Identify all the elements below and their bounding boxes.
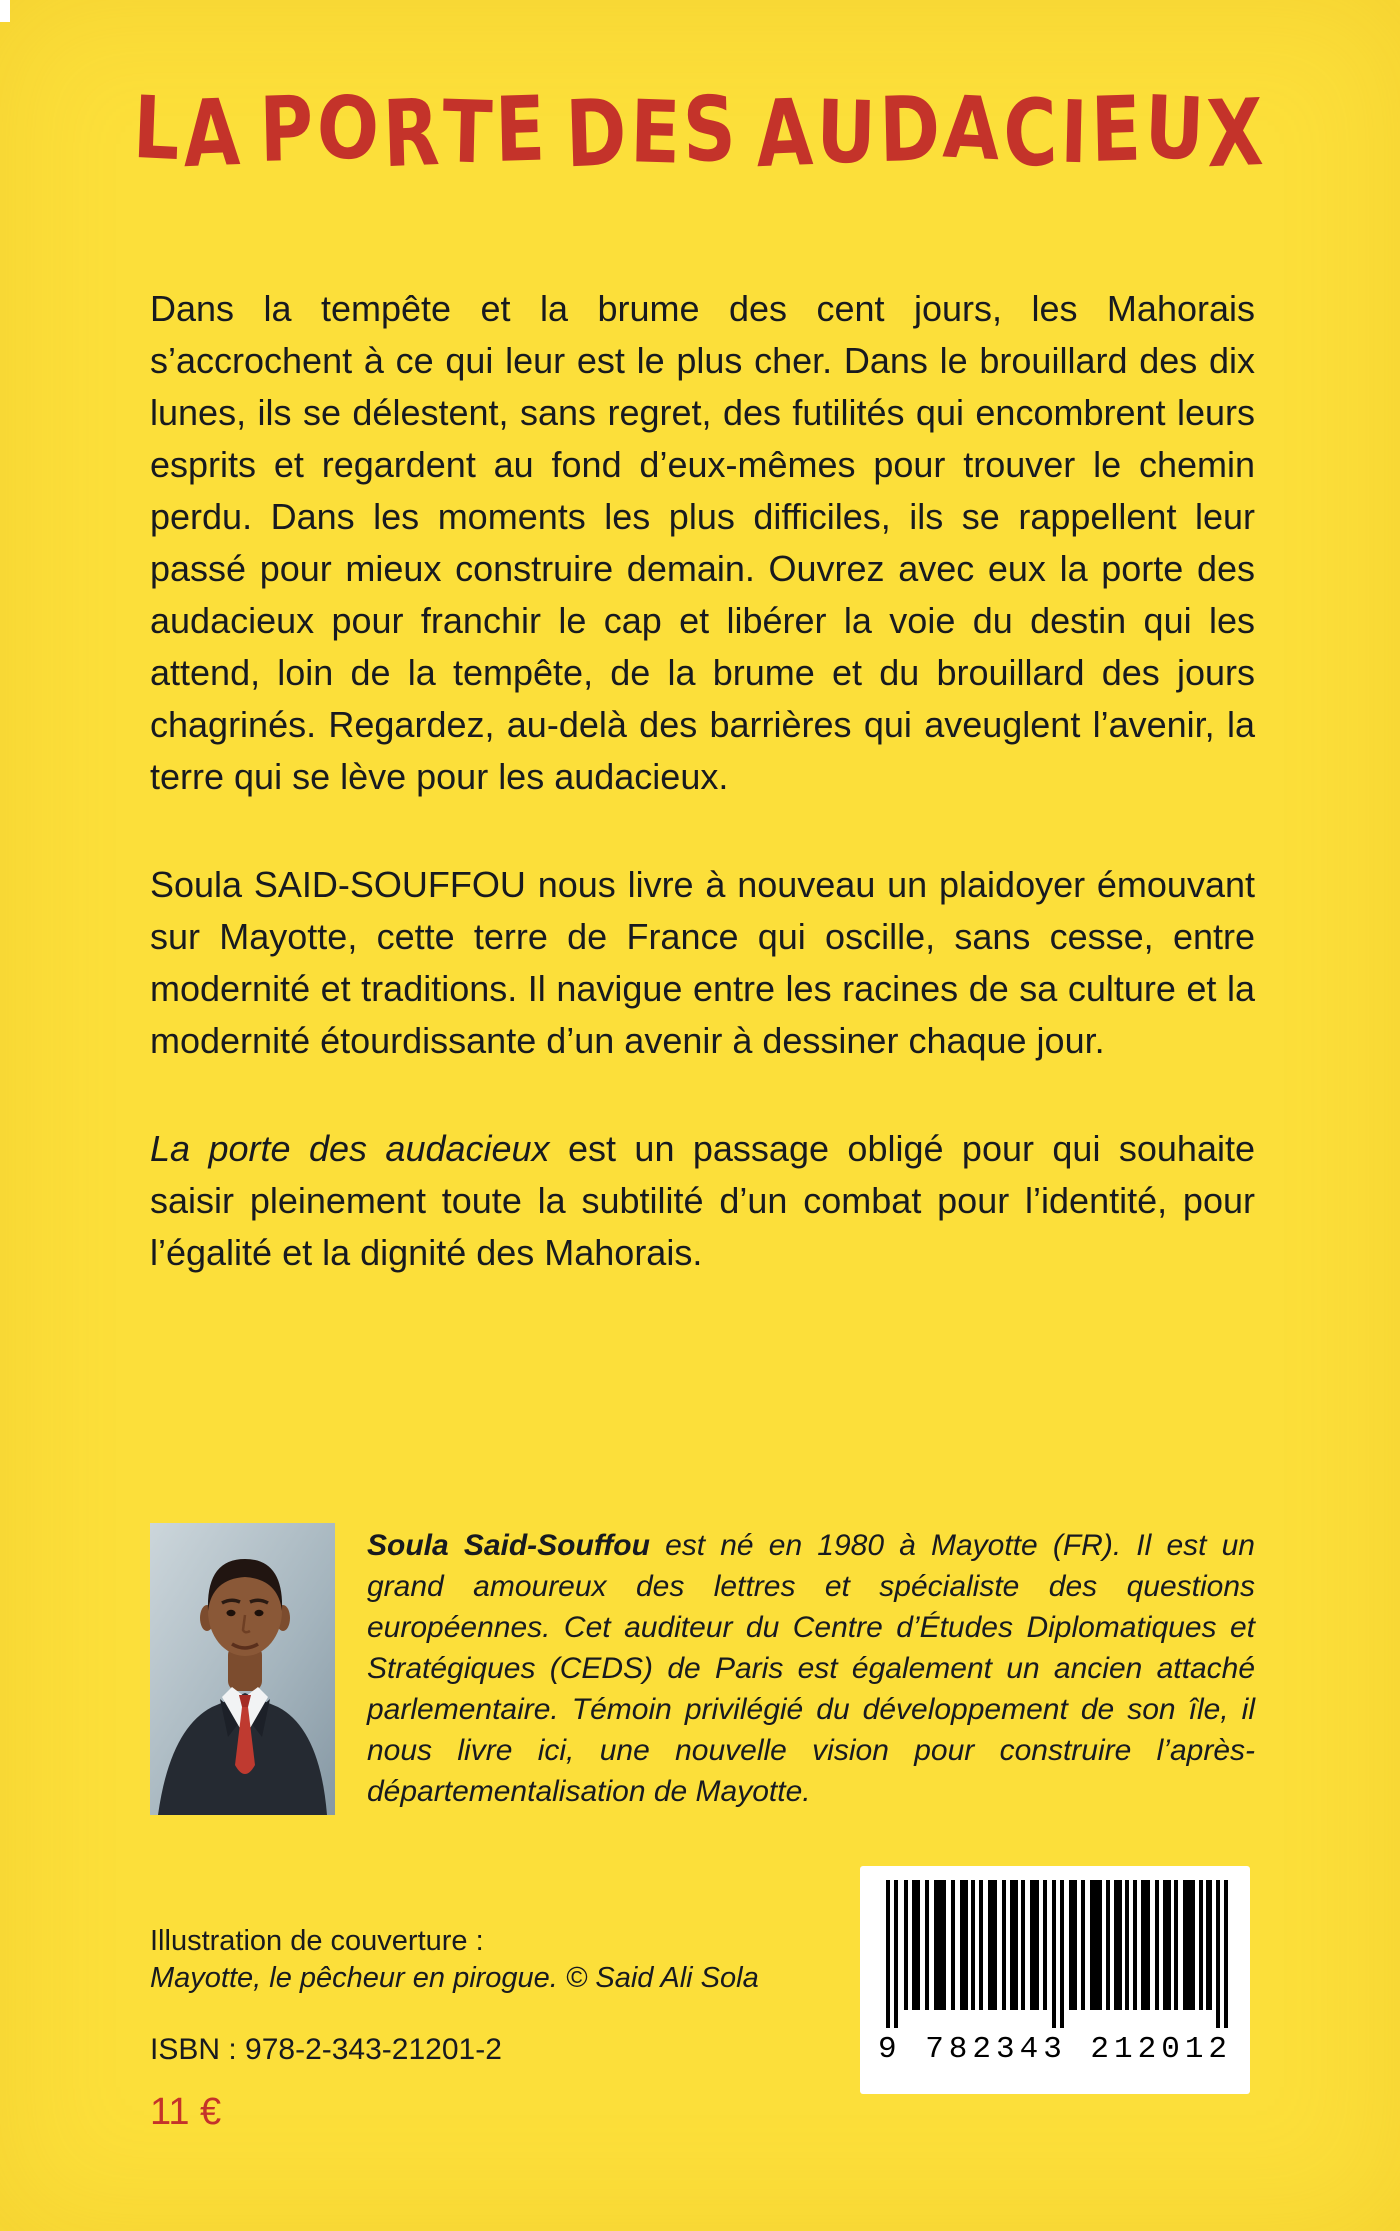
illustration-credit: Mayotte, le pêcheur en pirogue. © Said Ali Sola — [150, 1962, 759, 1994]
barcode-digits: 9 782343 212012 — [877, 2032, 1233, 2067]
book-title-inline: La porte des audacieux — [150, 1128, 550, 1169]
barcode-bars — [878, 1880, 1232, 2030]
author-bio — [367, 1523, 1255, 1815]
synopsis-paragraph: Dans la tempête et la brume des cent jours, les Mahorais s’accrochent à ce qui leur est le plus cher. Dans le brouillard des dix lunes, ils se délestent, sans regret, des futilités qui encombrent leurs esprits et regardent au fond d’eux-mêmes pour trouver le chemin perdu. Dans les moments les plus difficiles, ils se rappellent leur passé pour mieux construire demain. Ouvrez avec eux la porte des audacieux pour franchir le cap et libérer la voie du destin qui les attend, loin de la tempête, de la brume et du brouillard des jours chagrinés. Regardez, au-delà des barrières qui aveuglent l’avenir, la terre qui se lève pour les audacieux. — [150, 288, 1255, 797]
author-presentation-paragraph: Soula SAID-SOUFFOU nous livre à nouveau un plaidoyer émouvant sur Mayotte, cette terre de France qui oscille, sans cesse, entre modernité et traditions. Il navigue entre les racines de sa culture et la modernité étourdissante d’un avenir à dessiner chaque jour. — [150, 864, 1255, 1061]
closing-paragraph-rest: est un passage obligé pour qui souhaite saisir pleinement toute la subtilité d’un combat pour l’identité, pour l’égalité et la dignité des Mahorais. — [150, 1128, 1255, 1273]
publication-info — [150, 1923, 759, 2131]
barcode-panel — [860, 1866, 1250, 2094]
back-cover-text — [150, 283, 1255, 1335]
author-name: Soula Said-Souffou — [367, 1529, 650, 1562]
title-area — [0, 77, 1400, 189]
closing-paragraph — [150, 1123, 1255, 1279]
illustration-label: Illustration de couverture : — [150, 1925, 484, 1957]
scan-corner-artifact — [0, 0, 10, 22]
author-photo — [150, 1523, 335, 1815]
author-section — [150, 1523, 1255, 1815]
book-title: LA PORTE DES AUDACIEUX — [131, 77, 1269, 189]
price-text: 11 € — [150, 2091, 222, 2133]
isbn-text: ISBN : 978-2-343-21201-2 — [150, 2033, 502, 2066]
author-bio-text: est né en 1980 à Mayotte (FR). Il est un grand amoureux des lettres et spécialiste des questions européennes. Cet auditeur du Centre d’Études Diplomatiques et Stratégiques (CEDS) de Paris est également un ancien attaché parlementaire. Témoin privilégié du développement de son île, il nous livre ici, une nouvelle vision pour construire l’après-départementalisation de Mayotte. — [367, 1529, 1255, 1808]
